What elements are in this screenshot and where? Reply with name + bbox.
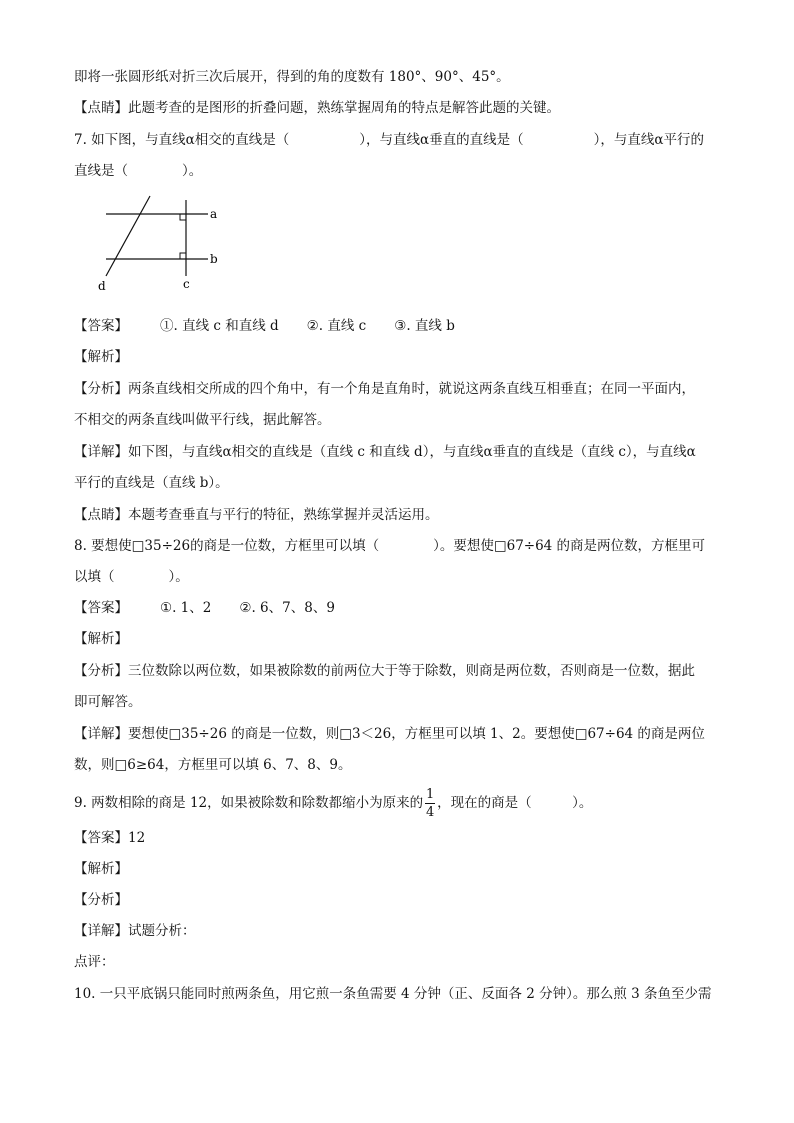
text-line: 【分析】: [74, 892, 128, 908]
text-line: 【分析】两条直线相交所成的四个角中，有一个角是直角时，就说这两条直线互相垂直；在同一平面内，: [74, 381, 695, 397]
text-line: 不相交的两条直线叫做平行线，据此解答。: [74, 412, 331, 428]
text-line: 【点睛】本题考查垂直与平行的特征，熟练掌握并灵活运用。: [74, 507, 439, 523]
text-line: 【答案】12: [74, 830, 146, 846]
text-line: 直线是（ ）。: [74, 163, 203, 179]
right-angle-mark-a: [180, 214, 186, 220]
fraction: $\frac{1}{4}$: [426, 787, 435, 820]
text-line: 数，则□6≥64，方框里可以填 6、7、8、9。: [74, 757, 352, 773]
text-line: 【分析】三位数除以两位数，如果被除数的前两位大于等于除数，则商是两位数，否则商是一位数，据此: [74, 663, 695, 679]
text-line: 即将一张圆形纸对折三次后展开，得到的角的度数有 180°、90°、45°。: [74, 69, 510, 85]
text-line: 【详解】要想使□35÷26 的商是一位数，则□3＜26，方框里可以填 1、2。要想使□67÷64 的商是两位: [74, 726, 705, 742]
question-7: 7. 如下图，与直线α相交的直线是（ ），与直线α垂直的直线是（ ），与直线α平行的: [74, 132, 705, 148]
right-angle-mark-b: [180, 253, 186, 259]
text-line: 10. 一只平底锅只能同时煎两条鱼，用它煎一条鱼需要 4 分钟（正、反面各 2 分钟）。那么煎 3 条鱼至少需: [74, 986, 712, 1002]
label-d: d: [98, 279, 106, 293]
answer-8: 【答案】 ①. 1、2 ②. 6、7、8、9: [74, 600, 335, 616]
line-d: [106, 196, 150, 276]
text-line: 8. 要想使□35÷26的商是一位数，方框里可以填（ ）。要想使□67÷64 的商是两位数，方框里可: [74, 538, 706, 554]
text-line: 【解析】: [74, 631, 128, 647]
text-line: 【解析】: [74, 861, 128, 877]
label-c: c: [183, 277, 190, 291]
text-line: 【点睛】此题考查的是图形的折叠问题，熟练掌握周角的特点是解答此题的关键。: [74, 100, 560, 116]
text-line: 【解析】: [74, 349, 128, 365]
text-line: 【详解】试题分析：: [74, 923, 196, 939]
text-line: 以填（ ）。: [74, 569, 189, 585]
label-a: a: [210, 207, 218, 221]
answer-7: 【答案】 ①. 直线 c 和直线 d ②. 直线 c ③. 直线 b: [74, 318, 455, 334]
parallel-lines-figure: [96, 192, 236, 302]
text-line: 即可解答。: [74, 694, 142, 710]
label-b: b: [210, 252, 218, 266]
question-9: 9. 两数相除的商是 12，如果被除数和除数都缩小为原来的 $\frac{1}{4}$ ，现在的商是（ ）。: [74, 787, 593, 820]
text-line: 平行的直线是（直线 b）。: [74, 475, 229, 491]
text-line: 【详解】如下图，与直线α相交的直线是（直线 c 和直线 d），与直线α垂直的直线是（直线 c），与直线α: [74, 444, 696, 460]
text-line: 点评：: [74, 954, 115, 970]
